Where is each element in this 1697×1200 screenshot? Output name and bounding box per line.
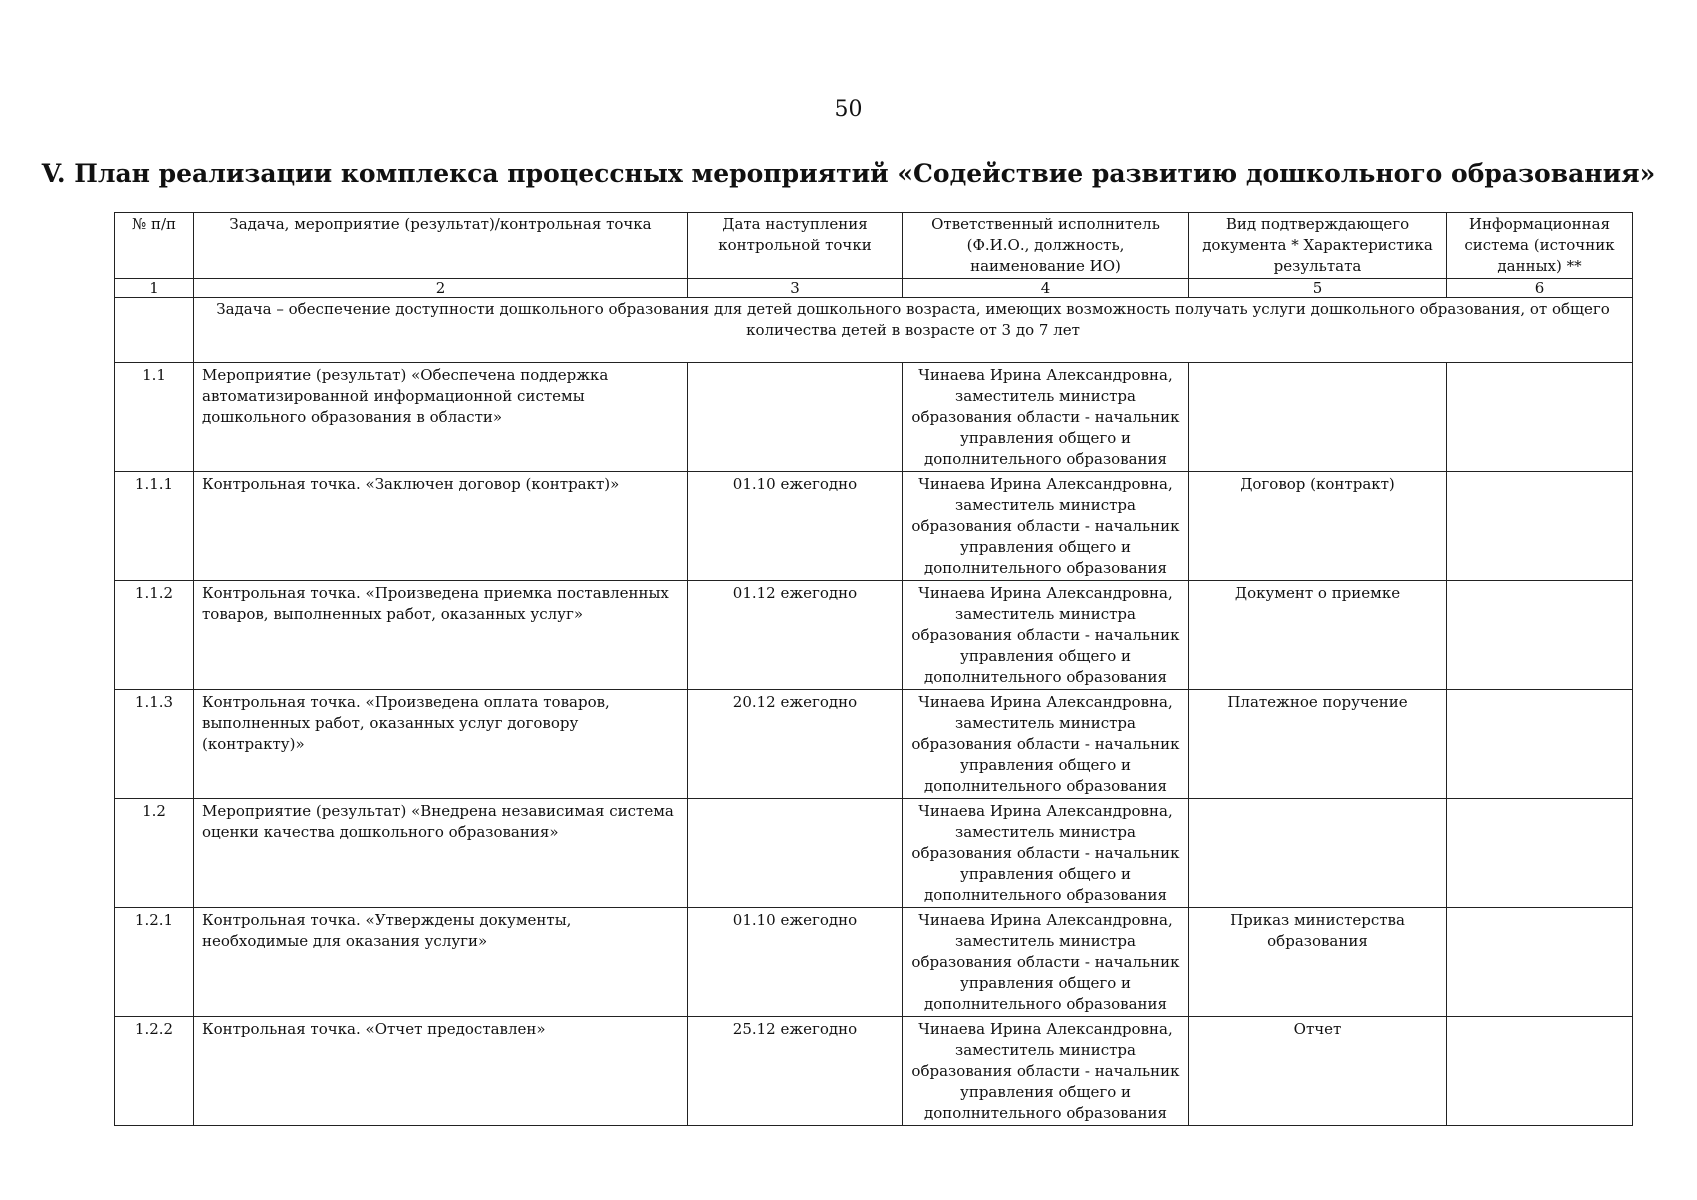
header-cell-task: Задача, мероприятие (результат)/контрольная точка xyxy=(194,213,688,279)
row-task: Мероприятие (результат) «Обеспечена поддержка автоматизированной информационной системы дошкольного образования в области» xyxy=(194,363,688,472)
row-document: Документ о приемке xyxy=(1189,581,1447,690)
row-executor: Чинаева Ирина Александровна, заместитель министра образования области - начальник управления общего и дополнительного образования xyxy=(903,690,1189,799)
header-row xyxy=(115,213,1633,279)
row-document: Договор (контракт) xyxy=(1189,472,1447,581)
row-executor: Чинаева Ирина Александровна, заместитель министра образования области - начальник управления общего и дополнительного образования xyxy=(903,363,1189,472)
table-row xyxy=(115,799,1633,908)
table-row xyxy=(115,1017,1633,1126)
task-heading: Задача – обеспечение доступности дошкольного образования для детей дошкольного возраста, имеющих возможность получать услуги дошкольного образования, от общего количества детей в возрасте от 3 до 7 лет xyxy=(194,298,1633,363)
table-row xyxy=(115,363,1633,472)
row-executor: Чинаева Ирина Александровна, заместитель министра образования области - начальник управления общего и дополнительного образования xyxy=(903,1017,1189,1126)
row-executor: Чинаева Ирина Александровна, заместитель министра образования области - начальник управления общего и дополнительного образования xyxy=(903,908,1189,1017)
row-system xyxy=(1447,799,1633,908)
row-system xyxy=(1447,472,1633,581)
row-system xyxy=(1447,1017,1633,1126)
page-number: 50 xyxy=(834,97,863,122)
column-number-row xyxy=(115,279,1633,298)
row-document: Приказ министерства образования xyxy=(1189,908,1447,1017)
row-number: 1.2.1 xyxy=(115,908,194,1017)
header-cell-system: Информационная система (источник данных) ** xyxy=(1447,213,1633,279)
row-task: Контрольная точка. «Произведена оплата товаров, выполненных работ, оказанных услуг договору (контракту)» xyxy=(194,690,688,799)
document-title: V. План реализации комплекса процессных мероприятий «Содействие развитию дошкольного образования» xyxy=(41,159,1656,188)
task-row xyxy=(115,298,1633,363)
row-executor: Чинаева Ирина Александровна, заместитель министра образования области - начальник управления общего и дополнительного образования xyxy=(903,472,1189,581)
row-number: 1.2.2 xyxy=(115,1017,194,1126)
header-cell-executor: Ответственный исполнитель (Ф.И.О., должность, наименование ИО) xyxy=(903,213,1189,279)
row-date: 25.12 ежегодно xyxy=(688,1017,903,1126)
row-number: 1.1 xyxy=(115,363,194,472)
row-number: 1.2 xyxy=(115,799,194,908)
row-executor: Чинаева Ирина Александровна, заместитель министра образования области - начальник управления общего и дополнительного образования xyxy=(903,799,1189,908)
header-cell-date: Дата наступления контрольной точки xyxy=(688,213,903,279)
row-system xyxy=(1447,363,1633,472)
column-number: 5 xyxy=(1189,279,1447,298)
table-row xyxy=(115,690,1633,799)
row-document xyxy=(1189,363,1447,472)
row-number: 1.1.1 xyxy=(115,472,194,581)
row-number: 1.1.2 xyxy=(115,581,194,690)
column-number: 6 xyxy=(1447,279,1633,298)
row-system xyxy=(1447,581,1633,690)
row-executor: Чинаева Ирина Александровна, заместитель министра образования области - начальник управления общего и дополнительного образования xyxy=(903,581,1189,690)
row-document: Платежное поручение xyxy=(1189,690,1447,799)
header-cell-number: № п/п xyxy=(115,213,194,279)
row-document: Отчет xyxy=(1189,1017,1447,1126)
column-number: 1 xyxy=(115,279,194,298)
row-date: 20.12 ежегодно xyxy=(688,690,903,799)
row-date: 01.10 ежегодно xyxy=(688,908,903,1017)
row-date xyxy=(688,363,903,472)
column-number: 4 xyxy=(903,279,1189,298)
plan-table xyxy=(114,212,1633,1126)
table-row xyxy=(115,908,1633,1017)
row-task: Контрольная точка. «Утверждены документы, необходимые для оказания услуги» xyxy=(194,908,688,1017)
row-date xyxy=(688,799,903,908)
row-task: Контрольная точка. «Отчет предоставлен» xyxy=(194,1017,688,1126)
row-document xyxy=(1189,799,1447,908)
row-system xyxy=(1447,908,1633,1017)
row-date: 01.12 ежегодно xyxy=(688,581,903,690)
row-task: Контрольная точка. «Заключен договор (контракт)» xyxy=(194,472,688,581)
row-task: Мероприятие (результат) «Внедрена независимая система оценки качества дошкольного образования» xyxy=(194,799,688,908)
column-number: 3 xyxy=(688,279,903,298)
row-system xyxy=(1447,690,1633,799)
header-cell-document: Вид подтверждающего документа * Характеристика результата xyxy=(1189,213,1447,279)
row-task: Контрольная точка. «Произведена приемка поставленных товаров, выполненных работ, оказанных услуг» xyxy=(194,581,688,690)
row-number: 1.1.3 xyxy=(115,690,194,799)
column-number: 2 xyxy=(194,279,688,298)
row-date: 01.10 ежегодно xyxy=(688,472,903,581)
task-row-empty-cell xyxy=(115,298,194,363)
table-row xyxy=(115,581,1633,690)
table-row xyxy=(115,472,1633,581)
